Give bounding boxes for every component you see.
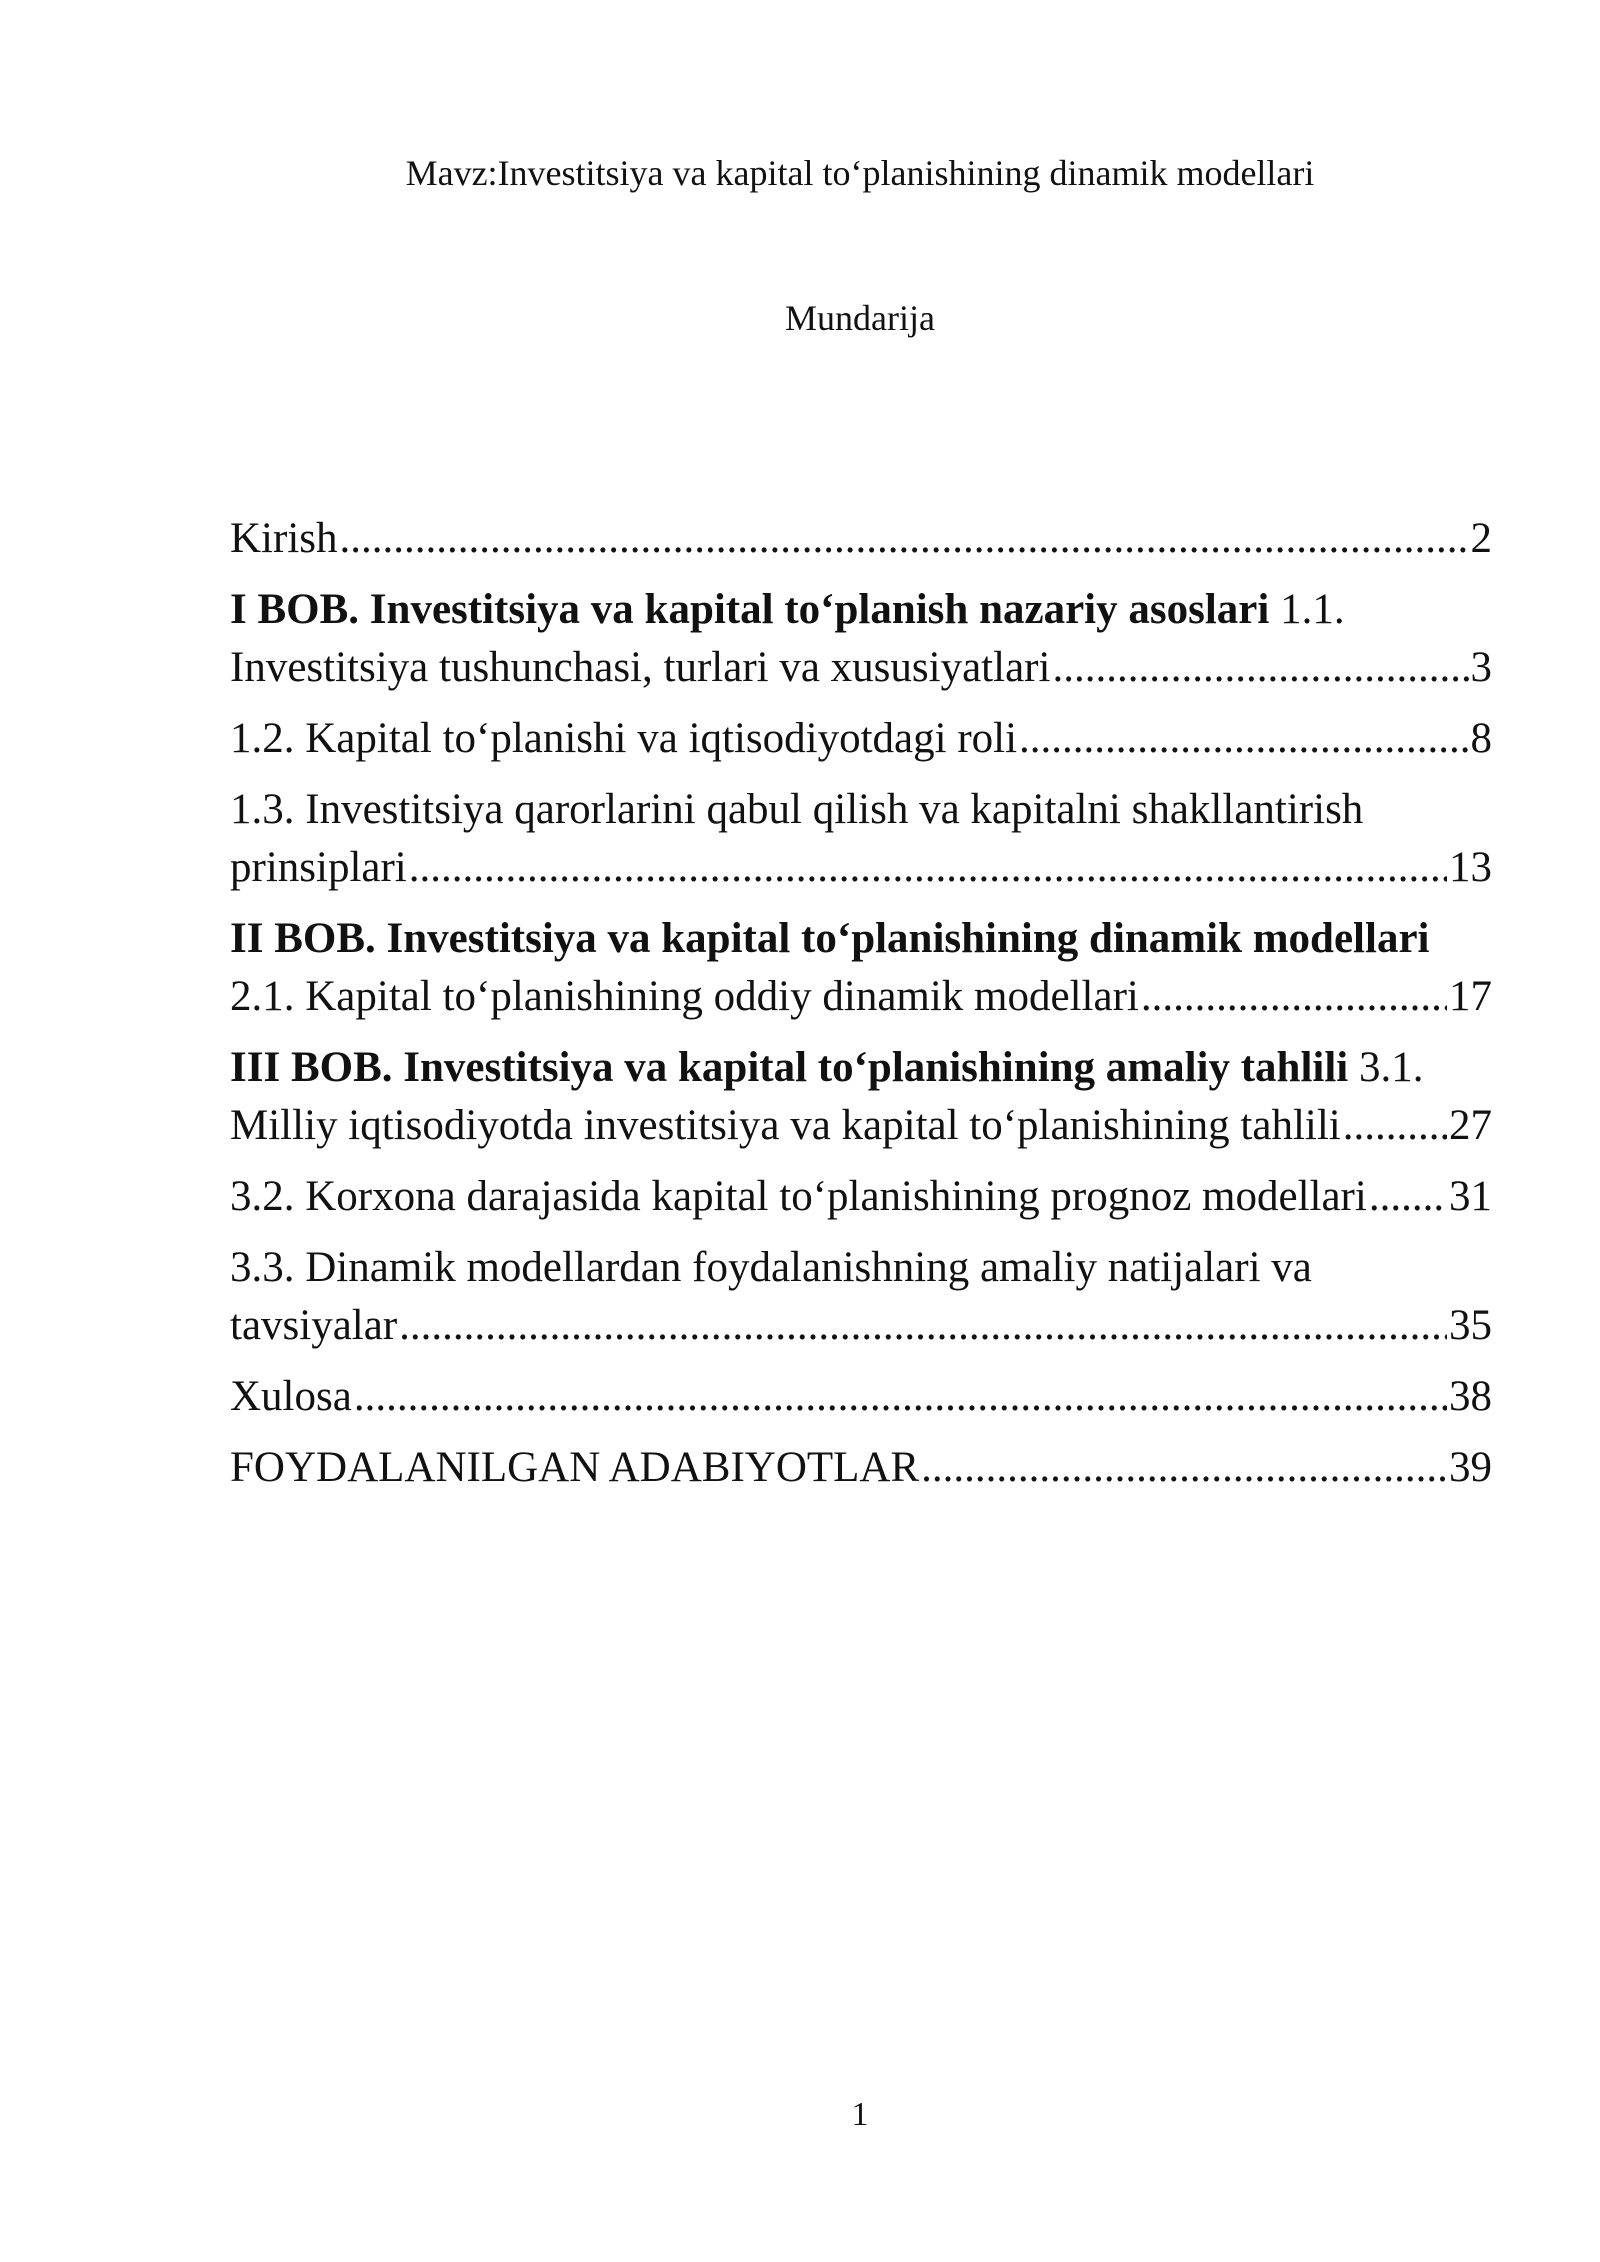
toc-leader-dots <box>1052 639 1468 697</box>
toc-leader-dots <box>399 1297 1447 1355</box>
toc-page-number: 17 <box>1449 973 1492 1020</box>
toc-leader-dots <box>1369 1168 1447 1226</box>
toc-entry-text: 2.1. Kapital to‘planishining oddiy dinamik modellari <box>230 973 1139 1020</box>
toc-line <box>230 1439 1492 1497</box>
toc-entry-chapter-3 <box>230 1039 1492 1155</box>
toc-page-number: 2 <box>1470 515 1492 562</box>
toc-leader-dots <box>340 510 1469 568</box>
toc-entry-chapter-1 <box>230 581 1492 697</box>
toc-entry-first-line: 1.3. Investitsiya qarorlarini qabul qilish va kapitalni shakllantirish <box>230 786 1364 833</box>
toc-entry-kirish <box>230 510 1492 568</box>
toc-leader-dots <box>354 1368 1447 1426</box>
toc-page-number: 38 <box>1449 1373 1492 1420</box>
toc-entry-3-2 <box>230 1168 1492 1226</box>
toc-page-number: 31 <box>1449 1173 1492 1220</box>
toc-page-number: 13 <box>1449 844 1492 891</box>
toc-line <box>230 1168 1492 1226</box>
toc-leader-dots <box>409 839 1447 897</box>
toc-entry-1-2 <box>230 710 1492 768</box>
toc-entry-first-line: 3.3. Dinamik modellardan foydalanishning amaliy natijalari va <box>230 1244 1312 1291</box>
toc-chapter-line <box>230 1039 1492 1097</box>
toc-leader-dots <box>1343 1097 1447 1155</box>
toc-entry-3-3 <box>230 1239 1492 1355</box>
toc-entry-text: Investitsiya tushunchasi, turlari va xususiyatlari <box>230 644 1051 691</box>
toc-entry-text: 3.2. Korxona darajasida kapital to‘planishining prognoz modellari <box>230 1173 1367 1220</box>
toc-section-number: 1.1. <box>1280 586 1345 633</box>
toc-page-number: 35 <box>1449 1302 1492 1349</box>
page-number: 1 <box>851 2096 869 2133</box>
toc-entry-chapter-2 <box>230 910 1492 1026</box>
document-title: Mavz:Investitsiya va kapital to‘planishining dinamik modellari <box>405 153 1315 193</box>
toc-line <box>230 510 1492 568</box>
toc-chapter-title: III BOB. Investitsiya va kapital to‘planishining amaliy tahlili <box>230 1044 1349 1091</box>
toc-line <box>230 1368 1492 1426</box>
toc-chapter-title: I BOB. Investitsiya va kapital to‘planish nazariy asoslari <box>230 586 1270 633</box>
toc-leader-dots <box>1019 710 1468 768</box>
toc-page-number: 8 <box>1470 715 1492 762</box>
toc-entry-references <box>230 1439 1492 1497</box>
toc-chapter-line <box>230 910 1492 968</box>
toc-line <box>230 639 1492 697</box>
toc-heading: Mundarija <box>785 298 935 338</box>
toc-entry-xulosa <box>230 1368 1492 1426</box>
toc-entry-text: FOYDALANILGAN ADABIYOTLAR <box>230 1444 920 1491</box>
toc-page-number: 27 <box>1449 1102 1492 1149</box>
toc-entry-text: prinsiplari <box>230 844 407 891</box>
toc-line <box>230 1297 1492 1355</box>
toc-page-number: 39 <box>1449 1444 1492 1491</box>
toc-entry-text: Kirish <box>230 515 338 562</box>
toc-entry-1-3 <box>230 781 1492 897</box>
toc-entry-text: Xulosa <box>230 1373 352 1420</box>
toc-entry-text: tavsiyalar <box>230 1302 398 1349</box>
toc-chapter-title: II BOB. Investitsiya va kapital to‘planishining dinamik modellari <box>230 915 1430 962</box>
table-of-contents <box>230 510 1492 1510</box>
toc-entry-text: Milliy iqtisodiyotda investitsiya va kapital to‘planishining tahlili <box>230 1102 1341 1149</box>
toc-line <box>230 1097 1492 1155</box>
toc-entry-text: 1.2. Kapital to‘planishi va iqtisodiyotdagi roli <box>230 715 1018 762</box>
toc-section-number: 3.1. <box>1359 1044 1424 1091</box>
toc-chapter-line <box>230 581 1492 639</box>
toc-line <box>230 710 1492 768</box>
toc-leader-dots <box>921 1439 1447 1497</box>
toc-page-number: 3 <box>1470 644 1492 691</box>
toc-line <box>230 839 1492 897</box>
toc-line <box>230 968 1492 1026</box>
toc-leader-dots <box>1141 968 1447 1026</box>
